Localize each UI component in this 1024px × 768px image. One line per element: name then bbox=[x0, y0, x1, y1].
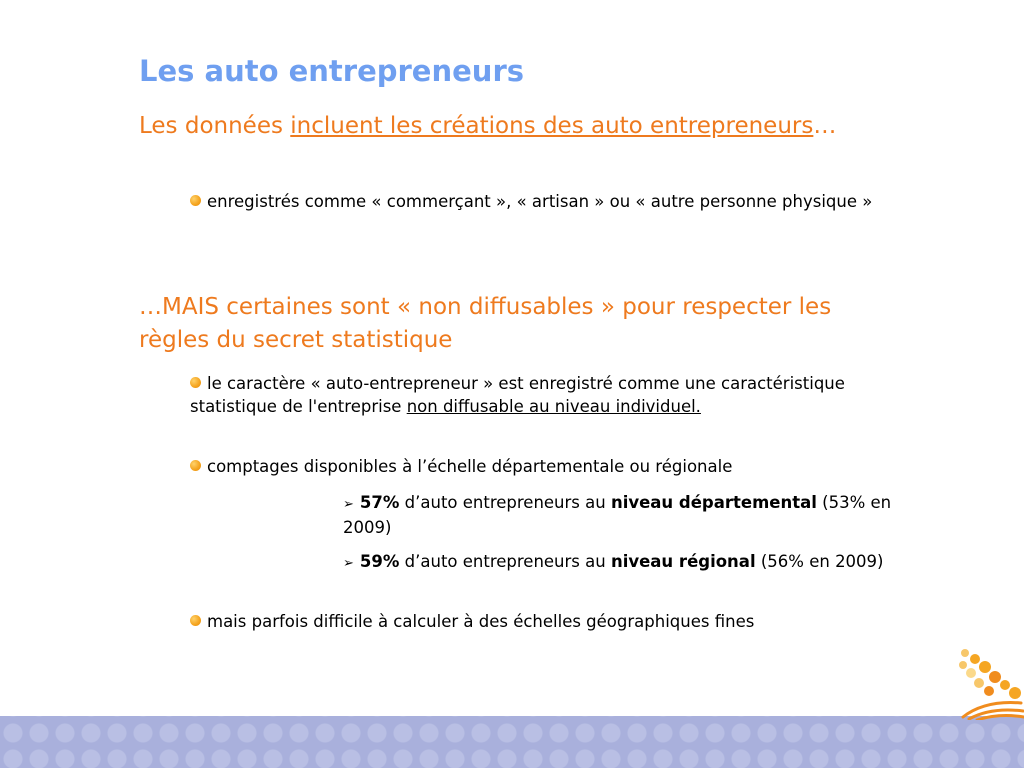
footer-bar bbox=[0, 716, 1024, 768]
sub2-bold2: niveau régional bbox=[610, 552, 756, 571]
sub-bullet-regional bbox=[343, 550, 923, 575]
sub1-bold2: niveau départemental bbox=[610, 493, 817, 512]
section1-heading-underlined: incluent les créations des auto entrepreneurs bbox=[290, 113, 814, 139]
section2-bullet-2 bbox=[190, 455, 920, 478]
section2-bullet-3 bbox=[190, 610, 920, 633]
sub-bullet-departemental bbox=[343, 491, 923, 539]
arrowhead-bullet-icon: ➢ bbox=[343, 497, 354, 512]
orange-dot-bullet-icon bbox=[190, 615, 201, 626]
section2-bullet-2-text: comptages disponibles à l’échelle départementale ou régionale bbox=[207, 457, 733, 476]
section2-bullet-1-underlined: non diffusable au niveau individuel. bbox=[406, 397, 701, 416]
section1-heading-prefix: Les données bbox=[139, 113, 291, 139]
section2-heading: …MAIS certaines sont « non diffusables » pour respecter les règles du secret statistique bbox=[139, 294, 832, 353]
section2-bullet-1 bbox=[190, 372, 920, 418]
section1-heading bbox=[139, 110, 839, 143]
arrowhead-bullet-icon: ➢ bbox=[343, 556, 354, 571]
sub2-text2: (56% en 2009) bbox=[755, 552, 884, 571]
orange-dots-logo-icon bbox=[955, 645, 1024, 720]
slide-title: Les auto entrepreneurs bbox=[139, 54, 525, 88]
sub1-bold1: 57% bbox=[359, 493, 400, 512]
orange-dot-bullet-icon bbox=[190, 195, 201, 206]
section1-bullet bbox=[190, 190, 920, 213]
sub1-text2: (53% en 2009) bbox=[343, 493, 892, 537]
sub2-bold1: 59% bbox=[359, 552, 400, 571]
section1-bullet-text: enregistrés comme « commerçant », « artisan » ou « autre personne physique » bbox=[207, 192, 873, 211]
orange-dot-bullet-icon bbox=[190, 377, 201, 388]
sub2-text1: d’auto entrepreneurs au bbox=[399, 552, 611, 571]
orange-dot-bullet-icon bbox=[190, 460, 201, 471]
section2-bullet-3-text: mais parfois difficile à calculer à des échelles géographiques fines bbox=[207, 612, 755, 631]
sub1-text1: d’auto entrepreneurs au bbox=[399, 493, 611, 512]
section2-bullet-1-text: le caractère « auto-entrepreneur » est enregistré comme une caractéristique statistique de l'entreprise bbox=[190, 374, 845, 416]
section1-heading-suffix: … bbox=[813, 113, 837, 139]
